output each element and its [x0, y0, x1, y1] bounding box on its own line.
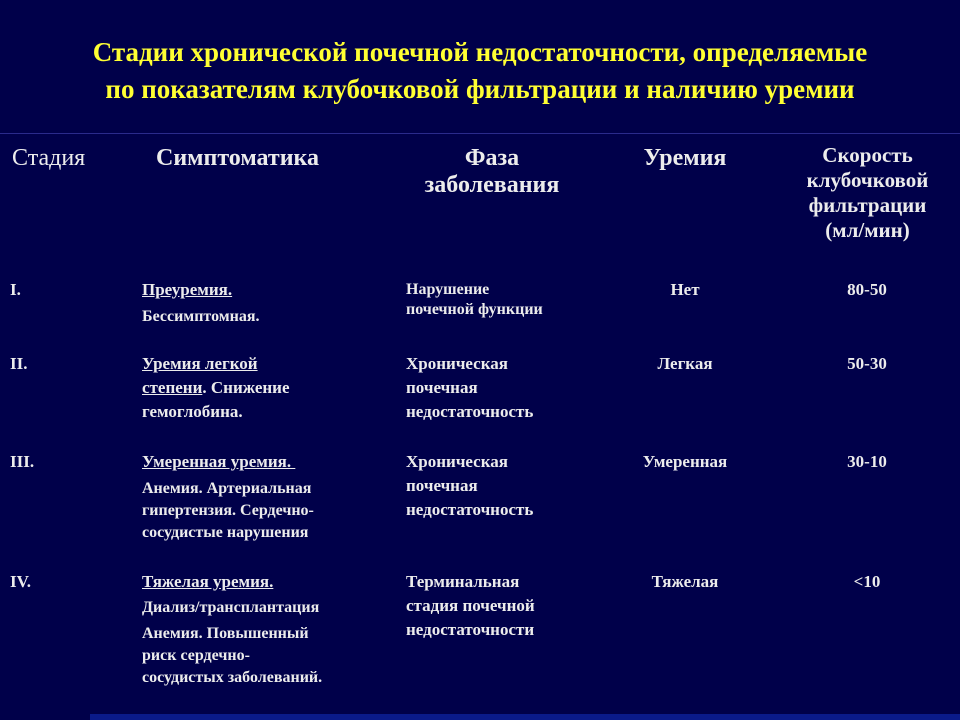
row-4-stage: IV.: [10, 572, 31, 591]
row-4-uremia: Тяжелая: [651, 572, 719, 591]
row-2-symptoms-text: гемоглобина.: [142, 402, 243, 421]
row-2-symptoms: [142, 352, 392, 424]
header-rate-line-2: клубочковой: [806, 168, 929, 192]
row-3-phase-line-1: Хроническая: [406, 452, 508, 471]
row-1-phase: [406, 280, 616, 320]
row-2-phase-line-1: Хроническая: [406, 354, 508, 373]
row-4-phase-line-1: Терминальная: [406, 572, 520, 591]
header-symptoms: Симптоматика: [156, 145, 319, 171]
row-3-symptoms-line-3: сосудистые нарушения: [142, 524, 309, 541]
slide-title: [0, 34, 960, 108]
row-4-phase: [406, 570, 616, 642]
header-rate-line-4: (мл/мин): [825, 218, 910, 242]
header-phase-line-1: Фаза: [464, 145, 520, 171]
row-2-symptoms-title-line-2: степени: [142, 378, 203, 397]
row-2-stage: II.: [10, 354, 28, 373]
row-3-uremia: Умеренная: [642, 452, 728, 471]
row-1-phase-line-2: почечной функции: [406, 301, 543, 318]
row-1-symptoms-title: Преуремия.: [142, 280, 233, 299]
row-4-rate: <10: [853, 572, 881, 591]
row-4-phase-line-3: недостаточности: [406, 620, 535, 639]
row-1-stage: I.: [10, 280, 21, 299]
header-stage: Стадия: [12, 145, 86, 171]
row-4-symptoms-line-4: сосудистых заболеваний.: [142, 669, 323, 686]
row-1-phase-line-1: Нарушение: [406, 281, 490, 298]
row-1-rate: 80-50: [847, 280, 887, 299]
header-rate-line-1: Скорость: [822, 143, 913, 167]
row-4-phase-line-2: стадия почечной: [406, 596, 535, 615]
row-3-symptoms: [142, 450, 392, 544]
row-3-phase: [406, 450, 616, 522]
slide-title-line-2: по показателям клубочковой фильтрации и наличию уремии: [105, 74, 855, 104]
header-filtration-rate: [770, 143, 960, 243]
row-2-symptoms-title-tail: . Снижение: [202, 378, 290, 397]
bottom-accent-bar: [90, 714, 960, 720]
row-2-phase: [406, 352, 616, 424]
row-1-symptoms-text: Бессимптомная.: [142, 308, 260, 325]
header-phase: [392, 145, 592, 199]
row-4-symptoms-line-3: риск сердечно-: [142, 647, 250, 664]
header-uremia: Уремия: [643, 145, 727, 171]
row-3-stage: III.: [10, 452, 35, 471]
row-3-phase-line-3: недостаточность: [406, 500, 534, 519]
row-4-symptoms-line-2: Анемия. Повышенный: [142, 625, 309, 642]
row-4-symptoms: [142, 570, 402, 689]
row-3-symptoms-line-2: гипертензия. Сердечно-: [142, 502, 314, 519]
row-4-symptoms-line-1: Диализ/трансплантация: [142, 599, 320, 616]
row-2-rate: 50-30: [847, 354, 887, 373]
row-3-phase-line-2: почечная: [406, 476, 478, 495]
row-2-uremia: Легкая: [657, 354, 713, 373]
row-1-symptoms: [142, 278, 382, 328]
row-3-symptoms-line-1: Анемия. Артериальная: [142, 480, 312, 497]
title-divider: [0, 133, 960, 134]
row-2-phase-line-2: почечная: [406, 378, 478, 397]
row-1-uremia: Нет: [670, 280, 700, 299]
slide-title-line-1: Стадии хронической почечной недостаточности, определяемые: [92, 37, 868, 67]
row-2-symptoms-title-line-1: Уремия легкой: [142, 354, 258, 373]
header-phase-line-2: заболевания: [424, 172, 560, 198]
row-3-rate: 30-10: [847, 452, 887, 471]
row-4-symptoms-title: Тяжелая уремия.: [142, 572, 274, 591]
header-rate-line-3: фильтрации: [808, 193, 927, 217]
row-2-phase-line-3: недостаточность: [406, 402, 534, 421]
row-3-symptoms-title: Умеренная уремия.: [142, 452, 296, 471]
